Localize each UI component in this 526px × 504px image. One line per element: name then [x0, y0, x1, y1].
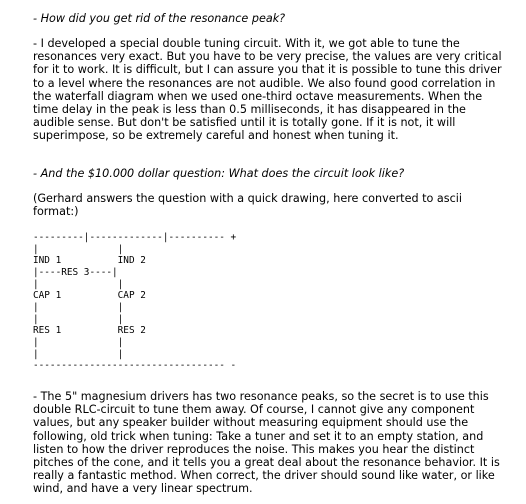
- question-circuit: - And the $10.000 dollar question: What does the circuit look like?: [33, 167, 405, 180]
- diagram-line: | |: [33, 336, 124, 348]
- answer-double-tuning: - I developed a special double tuning circuit. With it, we got able to tune the resonances very exact. But you have to be very precise, the values are very critical for it to work. It is difficult, but I can assure you that it is possible to tune this driver to a level where the resonances are not audible. We also found good correlation in the waterfall diagram when we used one-third octave measurements. When the time delay in the peak is less than 0.5 milliseconds, it has disappeared in the audible sense. But don't be satisfied until it is totally gone. If it is not, it will superimpose, so be extremely careful and honest when tuning it.: [33, 37, 502, 143]
- diagram-line: | |: [33, 278, 124, 290]
- diagram-line: | |: [33, 243, 124, 255]
- diagram-line: IND 1 IND 2: [33, 255, 146, 267]
- diagram-line: RES 1 RES 2: [33, 325, 146, 337]
- question-resonance-peak: - How did you get rid of the resonance peak?: [33, 12, 286, 25]
- diagram-line: ---------|-------------|---------- +: [33, 232, 237, 243]
- diagram-line: | |: [33, 313, 124, 325]
- drawing-intro: (Gerhard answers the question with a quick drawing, here converted to ascii format:): [33, 192, 462, 219]
- answer-magnesium-drivers: - The 5" magnesium drivers has two resonance peaks, so the secret is to use this double RLC-circuit to tune them away. Of course, I cannot give any component values, but any speaker builder without measuring equipment should use the following, old trick when tuning: Take a tuner and set it to an empty station, and listen to how the driver reproduces the noise. This makes you hear the distinct pitches of the cone, and it tells you a great deal about the resonance behavior. It is really a fantastic method. When correct, the driver should sound like water, or like wind, and have a very linear spectrum.: [33, 390, 500, 496]
- diagram-line: | |: [33, 301, 124, 313]
- diagram-line: |----RES 3----|: [33, 266, 118, 278]
- ascii-circuit-diagram: [33, 232, 236, 372]
- diagram-line: CAP 1 CAP 2: [33, 290, 146, 302]
- diagram-line: ---------------------------------- -: [33, 360, 237, 372]
- diagram-line: | |: [33, 348, 124, 360]
